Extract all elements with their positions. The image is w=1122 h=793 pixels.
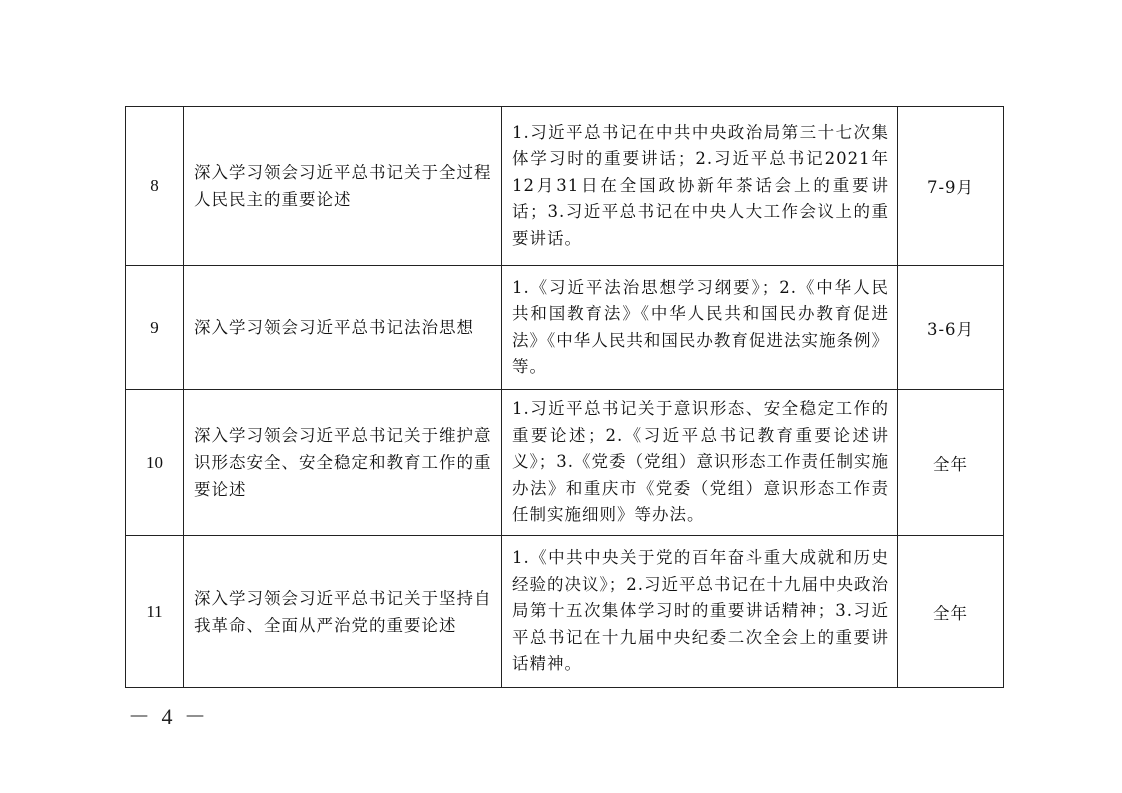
row-number: 9 xyxy=(126,266,184,390)
row-number: 8 xyxy=(126,107,184,266)
table-row xyxy=(126,266,1004,390)
row-time: 7-9月 xyxy=(898,107,1004,266)
row-content: 1.习近平总书记在中共中央政治局第三十七次集体学习时的重要讲话；2.习近平总书记2021年12月31日在全国政协新年茶话会上的重要讲话；3.习近平总书记在中央人大工作会议上的重要讲话。 xyxy=(502,107,898,266)
row-time: 全年 xyxy=(898,536,1004,688)
row-content: 1.《习近平法治思想学习纲要》；2.《中华人民共和国教育法》《中华人民共和国民办教育促进法》《中华人民共和国民办教育促进法实施条例》等。 xyxy=(502,266,898,390)
row-time: 3-6月 xyxy=(898,266,1004,390)
row-content: 1.《中共中央关于党的百年奋斗重大成就和历史经验的决议》；2.习近平总书记在十九届中央政治局第十五次集体学习时的重要讲话精神；3.习近平总书记在十九届中央纪委二次全会上的重要讲话精神。 xyxy=(502,536,898,688)
row-number: 11 xyxy=(126,536,184,688)
table-row xyxy=(126,390,1004,536)
row-topic: 深入学习领会习近平总书记法治思想 xyxy=(184,266,502,390)
row-time: 全年 xyxy=(898,390,1004,536)
row-topic: 深入学习领会习近平总书记关于全过程人民民主的重要论述 xyxy=(184,107,502,266)
table-row xyxy=(126,536,1004,688)
row-number: 10 xyxy=(126,390,184,536)
study-plan-table xyxy=(125,106,1004,688)
row-content: 1.习近平总书记关于意识形态、安全稳定工作的重要论述；2.《习近平总书记教育重要论述讲义》；3.《党委（党组）意识形态工作责任制实施办法》和重庆市《党委（党组）意识形态工作责任制实施细则》等办法。 xyxy=(502,390,898,536)
row-topic: 深入学习领会习近平总书记关于坚持自我革命、全面从严治党的重要论述 xyxy=(184,536,502,688)
page-number: － 4 － xyxy=(128,704,210,729)
table-row xyxy=(126,107,1004,266)
row-topic: 深入学习领会习近平总书记关于维护意识形态安全、安全稳定和教育工作的重要论述 xyxy=(184,390,502,536)
